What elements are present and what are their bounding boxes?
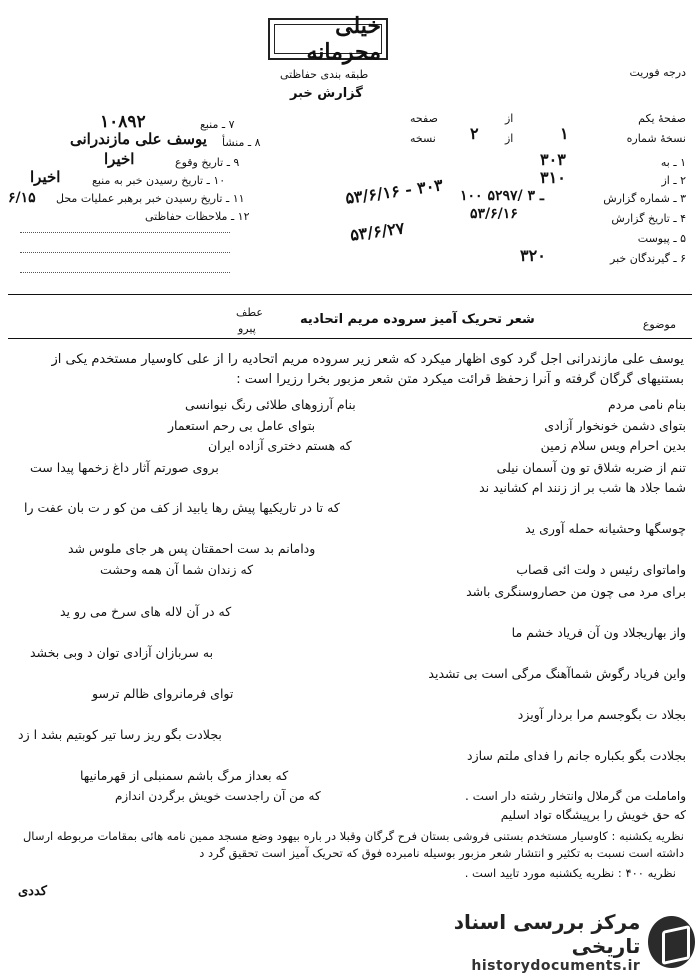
- classification-stamp: [268, 13, 388, 65]
- poem-line-left: که تا در تاریکیها پیش رها یابید از کف من کو ر ت بان عفت را: [24, 500, 340, 515]
- to-label: ۱ ـ به: [660, 156, 686, 169]
- poem-line-left: که در آن لاله های سرخ می رو ید: [60, 604, 232, 619]
- origin-value: یوسف علی مازندرانی: [70, 130, 207, 148]
- poem-line-left: بجلادت بگو ریز رسا تیر کوبتیم بشد ا زد: [18, 727, 222, 742]
- archive-logo-icon: [648, 916, 695, 968]
- poem-line-left: توای فرمانروای ظالم ترسو: [92, 686, 234, 701]
- poem-line-right: بجلاد ت بگوجسم مرا بردار آویزد: [517, 707, 686, 722]
- report-date-label: ۴ ـ تاریخ گزارش: [611, 212, 686, 225]
- poem-line-right: شما جلاد ها شب بر از زنند ام کشانید ند: [479, 480, 686, 495]
- copy-number: ۱: [560, 124, 569, 143]
- page-line-from: از: [505, 112, 514, 125]
- operation-receipt-value: ۶/۱۵: [8, 190, 36, 206]
- to-value: ۳۰۳: [540, 150, 566, 169]
- classification-label: طبقه بندی حفاظتی: [280, 68, 369, 81]
- archive-name: مرکز بررسی اسناد تاریخی: [453, 910, 641, 958]
- copy-line-unit: نسخه: [410, 132, 436, 145]
- page-line-label: صفحهٔ یکم: [638, 112, 686, 125]
- poem-line-left: بتوای عامل بی رحم استعمار: [168, 418, 316, 433]
- occurrence-date-value: اخیرا: [104, 150, 135, 168]
- copy-count: ۲: [470, 124, 479, 143]
- initials: کددی: [18, 884, 47, 899]
- margin-note-2: ۵۳/۶/۲۷: [348, 218, 406, 245]
- poem-line-right: برای مرد می چون من حصاروسنگری باشد: [466, 584, 686, 599]
- stamp-text: خیلی محرمانه: [274, 24, 382, 54]
- operation-receipt-label: ۱۱ ـ تاریخ رسیدن خبر برهبر عملیات محل: [56, 192, 245, 205]
- blank-line-3: [20, 272, 230, 273]
- blank-line-1: [20, 232, 230, 233]
- source-label: ۷ ـ منبع: [200, 118, 235, 131]
- reference-label: عطف: [236, 306, 263, 319]
- poem-line-right: واماتوای رئیس د ولت ائی قصاب: [516, 562, 686, 577]
- from-value: ۳۱۰: [540, 168, 566, 187]
- report-number-label: ۳ ـ شماره گزارش: [603, 192, 686, 205]
- poem-line-right: که حق خویش را برپیشگاه تواد اسلیم: [500, 808, 686, 822]
- report-date-value: ۵۳/۶/۱۶: [470, 206, 518, 222]
- report-intro: یوسف علی مازندرانی اجل گرد کوی اظهار میکرد که شعر زیر سروده مریم اتحادیه را از علی کاوسیار مستخدم یکی از بستنیهای گرگان گرفته و آنرا زحفظ قرائت میکرد متن شعر مزبور بخرا رزیرا است :: [51, 352, 684, 387]
- poem-line-left: ودامانم بد ست احمقتان پس هر جای ملوس شد: [68, 541, 316, 556]
- subject-divider: [8, 338, 692, 339]
- poem-line-right: واماملت من گرملال وانتخار رشته دار است .: [465, 789, 686, 803]
- poem-line-left: بنام آرزوهای طلائی رنگ نیوانسی: [185, 397, 356, 412]
- source-receipt-label: ۱۰ ـ تاریخ رسیدن خبر به منبع: [92, 174, 226, 187]
- archive-logo-text: [405, 910, 640, 974]
- analysis-note: نظریه یکشنبه : کاوسیار مستخدم بستنی فروشی بستان فرح گرگان وقبلا در باره بیهود وضع مسجد ممین نامه هائی بمقامات مربوطه ارسال داشته است نسبت به تکثیر و انتشار شعر مزبور بوسیله نامبرده فوق که تحریک آمیز است تحقیق گرد د: [22, 829, 684, 860]
- header-divider: [8, 294, 692, 295]
- poem-line-left: که من آن راجدست خویش برگردن اندازم: [115, 789, 321, 803]
- poem-line-right: بتوای دشمن خونخوار آزادی: [544, 418, 686, 433]
- origin-label: ۸ ـ منشأ: [222, 136, 261, 149]
- attachment-label: ۵ ـ پیوست: [637, 232, 686, 245]
- from-label: ۲ ـ از: [661, 174, 686, 187]
- poem-line-right: واین فریاد رگوش شماآهنگ مرگی است بی تشدید: [428, 666, 686, 681]
- poem-line-right: چوسگها وحشیانه حمله آوری ید: [525, 521, 686, 536]
- copy-line-label: نسخهٔ شماره: [626, 132, 686, 145]
- poem-line-right: تنم از ضربه شلاق تو ون آسمان نیلی: [496, 460, 686, 475]
- poem-line-left: که زندان شما آن همه وحشت: [100, 562, 254, 577]
- poem-line-right: بنام نامی مردم: [607, 397, 686, 412]
- blank-line-2: [20, 252, 230, 253]
- page-line-unit: صفحه: [410, 112, 438, 125]
- poem-line-left: بروی صورتم آثار داغ زخمها پیدا ست: [30, 460, 219, 475]
- poem-line-right: بجلادت بگو بکباره جانم را فدای ملتم سازد: [467, 748, 686, 763]
- recipients-label: ۶ ـ گیرندگان خبر: [610, 252, 686, 265]
- poem-line-left: که هستم دختری آزاده ایران: [208, 438, 352, 453]
- poem-line-right: بدین احرام ویس سلام زمین: [540, 438, 686, 453]
- priority-label: درجه فوریت: [629, 66, 686, 79]
- subject-label: موضوع: [642, 318, 676, 331]
- recipients-value: ۳۲۰: [520, 246, 546, 265]
- poem-line-right: واز بهاریجلاد ون آن فریاد خشم ما: [511, 625, 686, 640]
- report-number-value: ۱۰۰ ـ ۳ /۵۲۹۷: [460, 188, 545, 204]
- archive-logo: [405, 912, 695, 972]
- archive-url: historydocuments.ir: [471, 958, 641, 974]
- poem-line-left: که بعداز مرگ باشم سمنبلی از قهرمانیها: [80, 768, 289, 783]
- follow-label: پیرو: [238, 322, 256, 335]
- copy-line-from: از: [505, 132, 514, 145]
- source-value: ۱۰۸۹۲: [100, 112, 146, 132]
- margin-note-1: ۵۳/۶/۱۶ - ۳۰۳: [344, 175, 445, 208]
- poem-line-left: به سربازان آزادی توان د وبی بخشد: [30, 645, 214, 660]
- subject-text: شعر تحریک آمیز سروده مریم اتحادیه: [300, 312, 535, 327]
- source-receipt-value: اخیرا: [30, 168, 61, 186]
- security-notes-label: ۱۲ ـ ملاحظات حفاظتی: [145, 210, 250, 223]
- footnote: نظریه ۴۰۰ : نظریه یکشنبه مورد تایید است .: [464, 866, 676, 880]
- occurrence-date-label: ۹ ـ تاریخ وقوع: [175, 156, 240, 169]
- report-title: گزارش خبر: [290, 86, 363, 101]
